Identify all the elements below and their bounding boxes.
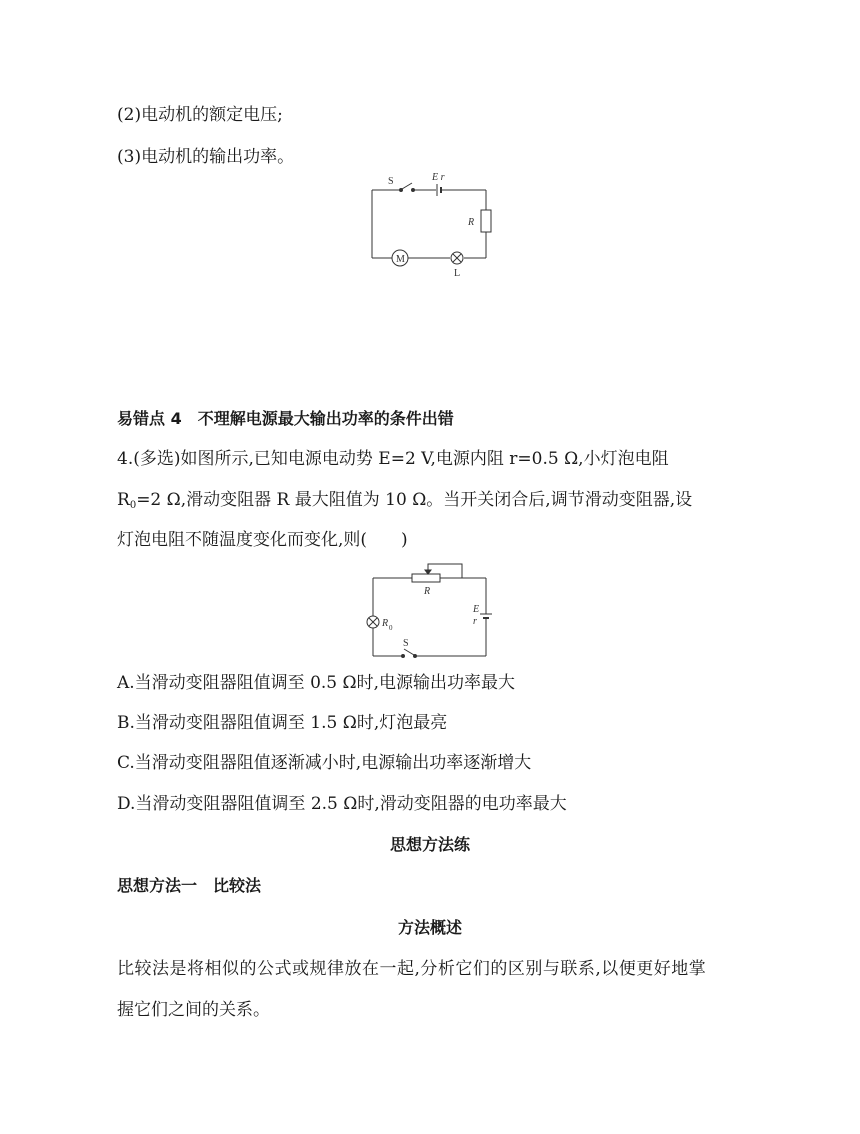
- circuit-diagram-rheostat: [360, 560, 500, 665]
- question-part-3: (3)电动机的输出功率。: [117, 147, 295, 167]
- label-switch-s: S: [388, 176, 394, 187]
- question-part-2: (2)电动机的额定电压;: [117, 105, 283, 125]
- label-lamp-l: L: [454, 268, 461, 279]
- q4-stem-line-1: 4.(多选)如图所示,已知电源电动势 E=2 V,电源内阻 r=0.5 Ω,小灯泡电阻: [117, 449, 669, 469]
- label-switch-s: S: [403, 638, 409, 649]
- q4-stem-line-2: [117, 488, 692, 518]
- q4-r0-symbol: R: [117, 490, 130, 510]
- overview-line-1: 比较法是将相似的公式或规律放在一起,分析它们的区别与联系,以便更好地掌: [117, 959, 707, 979]
- q4-option-b: B.当滑动变阻器阻值调至 1.5 Ω时,灯泡最亮: [117, 713, 448, 733]
- label-source-er: E r: [432, 172, 445, 183]
- label-lamp-r0: R: [382, 618, 389, 629]
- label-resistor-r: R: [468, 217, 475, 228]
- label-motor-m: M: [396, 254, 405, 265]
- section-heading-error-4: 易错点 4 不理解电源最大输出功率的条件出错: [117, 409, 454, 428]
- overview-title: 方法概述: [397, 918, 462, 937]
- label-source-e: E: [473, 604, 480, 615]
- q4-option-d: D.当滑动变阻器阻值调至 2.5 Ω时,滑动变阻器的电功率最大: [117, 794, 567, 814]
- label-lamp-r0-subscript: 0: [389, 624, 393, 632]
- method-1-title: 思想方法一 比较法: [117, 876, 262, 895]
- q4-stem-line-3: 灯泡电阻不随温度变化而变化,则( ): [117, 530, 408, 550]
- circuit-diagram-motor: [360, 168, 500, 283]
- q4-option-c: C.当滑动变阻器阻值逐渐减小时,电源输出功率逐渐增大: [117, 753, 532, 773]
- q4-stem-line-2-text: =2 Ω,滑动变阻器 R 最大阻值为 10 Ω。当开关闭合后,调节滑动变阻器,设: [136, 490, 693, 510]
- overview-line-2: 握它们之间的关系。: [117, 1000, 270, 1020]
- section-title-methods: 思想方法练: [389, 835, 470, 854]
- q4-option-a: A.当滑动变阻器阻值调至 0.5 Ω时,电源输出功率最大: [117, 673, 516, 693]
- q4-r0-subscript: 0: [129, 500, 137, 511]
- label-source-r: r: [473, 616, 477, 627]
- label-rheostat-r: R: [424, 586, 431, 597]
